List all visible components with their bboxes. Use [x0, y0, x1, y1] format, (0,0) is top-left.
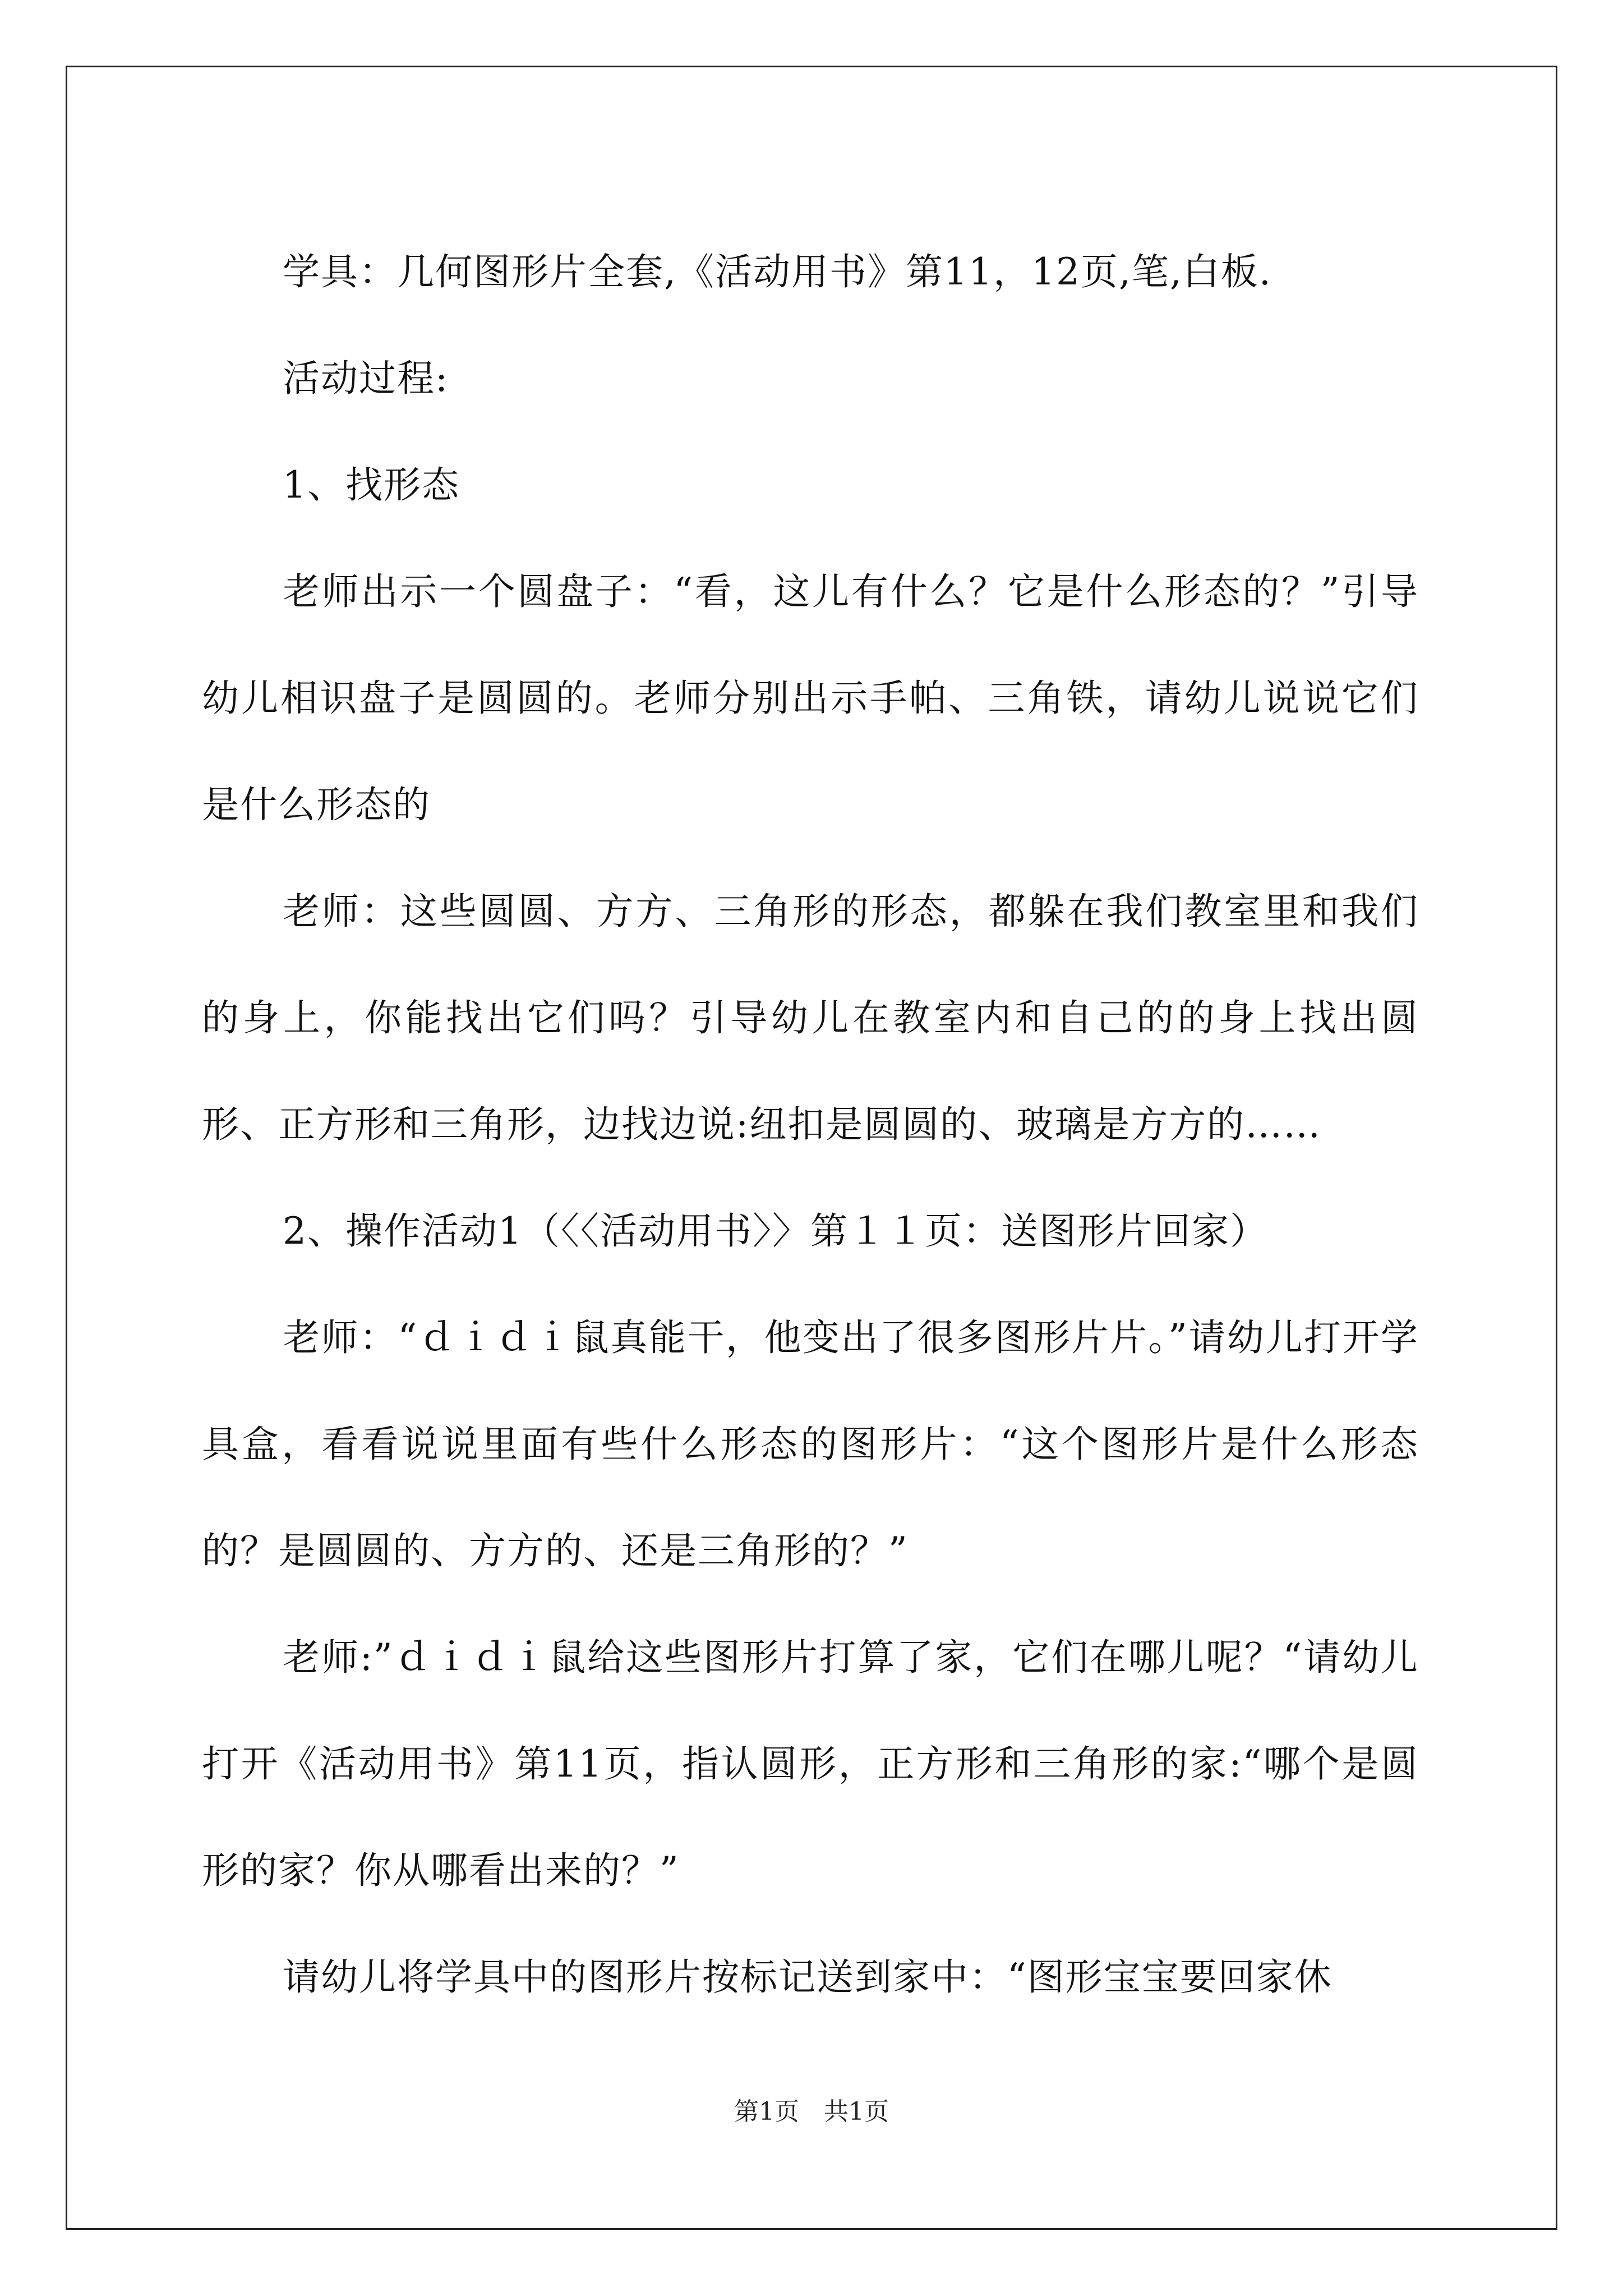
- paragraph-step2-send: 请幼儿将学具中的图形片按标记送到家中：“图形宝宝要回家休: [283, 1955, 1332, 1999]
- paragraph-step2-home: 老师:”ｄｉｄｉ鼠给这些图形片打算了家，它们在哪儿呢？“请幼儿打开《活动用书》第11页，指认圆形，正方形和三角形的家:“哪个是圆形的家？你从哪看出来的？”: [202, 1636, 1419, 1892]
- paragraph-process-heading: 活动过程:: [283, 357, 449, 400]
- page-footer: 第1页 共1页: [734, 2097, 889, 2126]
- paragraph-step2-intro: 老师：“ｄｉｄｉ鼠真能干，他变出了很多图形片片。”请幼儿打开学具盒，看看说说里面有些什么形态的图形片：“这个图形片是什么形态的？是圆圆的、方方的、还是三角形的？”: [202, 1316, 1419, 1572]
- paragraph-step1-find: 老师：这些圆圆、方方、三角形的形态，都躲在我们教室里和我们的身上，你能找出它们吗？引导幼儿在教室内和自己的的身上找出圆形、正方形和三角形，边找边说:纽扣是圆圆的、玻璃是方方的……: [202, 890, 1419, 1146]
- paragraph-materials: 学具：几何图形片全套,《活动用书》第11，12页,笔,白板.: [283, 250, 1272, 293]
- paragraph-step1-intro: 老师出示一个圆盘子：“看，这儿有什么？它是什么形态的？”引导幼儿相识盘子是圆圆的。老师分别出示手帕、三角铁，请幼儿说说它们是什么形态的: [202, 570, 1419, 826]
- paragraph-step2-heading: 2、操作活动1（〈〈活动用书〉〉第１１页：送图形片回家）: [283, 1209, 1268, 1253]
- paragraph-step1-heading: 1、找形态: [283, 463, 460, 507]
- document-body: [202, 219, 1419, 2031]
